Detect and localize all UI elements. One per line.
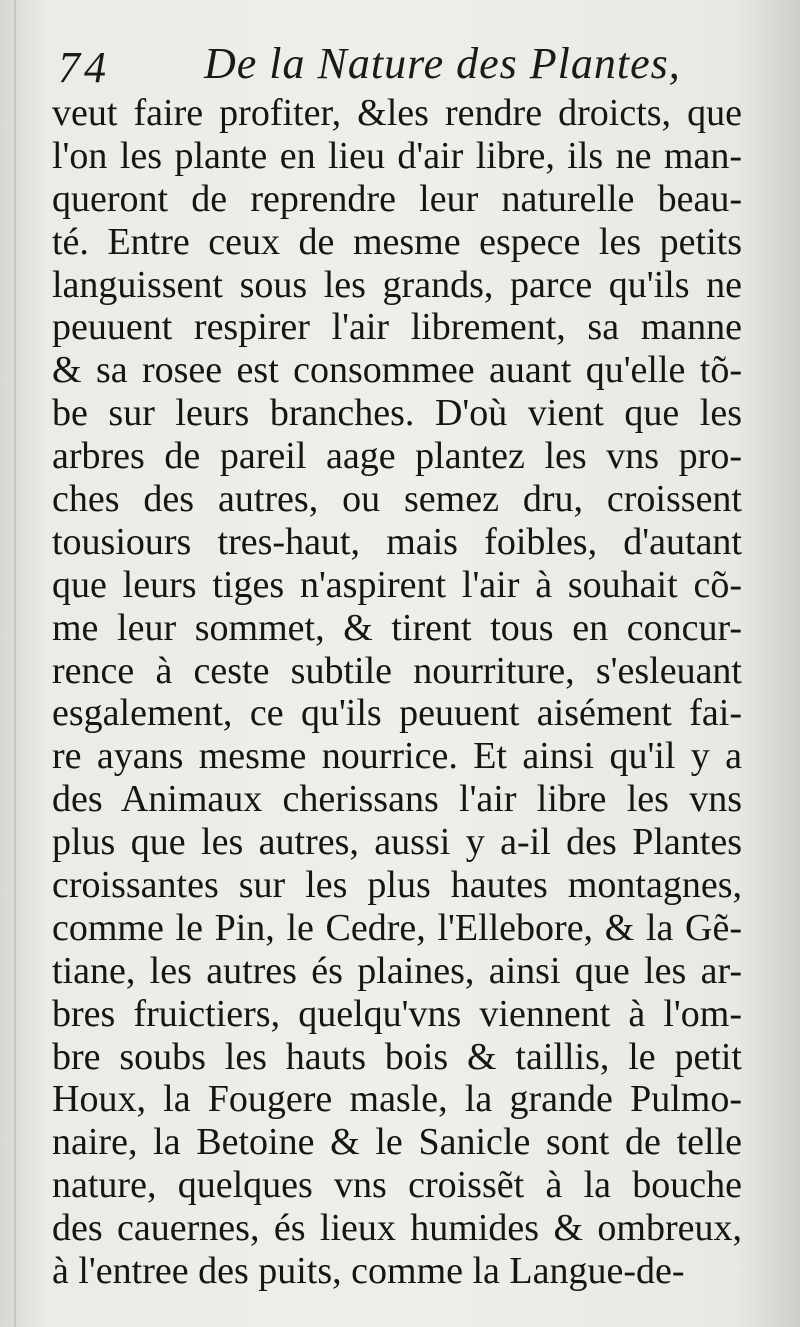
text-line: tousiours tres-haut, mais foibles, d'autant — [52, 520, 742, 563]
text-line: naire, la Betoine & le Sanicle sont de telle — [52, 1121, 742, 1164]
text-line: tiane, les autres és plaines, ainsi que les ar- — [52, 949, 742, 992]
text-line: ches des autres, ou semez dru, croissent — [52, 478, 742, 521]
text-line: bre soubs les hauts bois & taillis, le petit — [52, 1035, 742, 1078]
page-edge-shadow — [14, 0, 16, 1327]
text-line: Houx, la Fougere masle, la grande Pulmo- — [52, 1078, 742, 1121]
text-line: que leurs tiges n'aspirent l'air à souhait cõ- — [52, 563, 742, 606]
text-line: des Animaux cherissans l'air libre les vns — [52, 778, 742, 821]
body-text — [52, 92, 742, 1293]
text-line: à l'entree des puits, comme la Langue-de- — [52, 1250, 685, 1293]
text-line: peuuent respirer l'air librement, sa manne — [52, 306, 742, 349]
text-line: me leur sommet, & tirent tous en concur- — [52, 606, 742, 649]
text-line: queront de reprendre leur naturelle beau- — [52, 177, 742, 220]
text-line: arbres de pareil aage plantez les vns pro- — [52, 435, 742, 478]
text-line: rence à ceste subtile nourriture, s'esleuant — [52, 649, 742, 692]
running-title: De la Nature des Plantes, — [204, 39, 681, 88]
text-line: croissantes sur les plus hautes montagnes, — [52, 864, 742, 907]
text-line: comme le Pin, le Cedre, l'Ellebore, & la Gẽ- — [52, 906, 742, 949]
text-line: bres fruictiers, quelqu'vns viennent à l'om- — [52, 992, 742, 1035]
text-line: veut faire profiter, &les rendre droicts, que — [52, 92, 742, 134]
text-line: nature, quelques vns croissẽt à la bouche — [52, 1164, 742, 1207]
text-line: l'on les plante en lieu d'air libre, ils ne man- — [52, 134, 742, 177]
text-line: & sa rosee est consommee auant qu'elle tõ- — [52, 349, 742, 392]
text-line: languissent sous les grands, parce qu'ils ne — [52, 263, 742, 306]
text-line: plus que les autres, aussi y a-il des Plantes — [52, 821, 742, 864]
text-line: des cauernes, és lieux humides & ombreux, — [52, 1207, 742, 1250]
text-line: esgalement, ce qu'ils peuuent aisément fai- — [52, 692, 742, 735]
text-line: té. Entre ceux de mesme espece les petits — [52, 220, 742, 263]
text-line: re ayans mesme nourrice. Et ainsi qu'il y a — [52, 735, 742, 778]
page-number: 74 — [58, 43, 110, 92]
page-header — [58, 38, 748, 94]
text-line: be sur leurs branches. D'où vient que les — [52, 392, 742, 435]
